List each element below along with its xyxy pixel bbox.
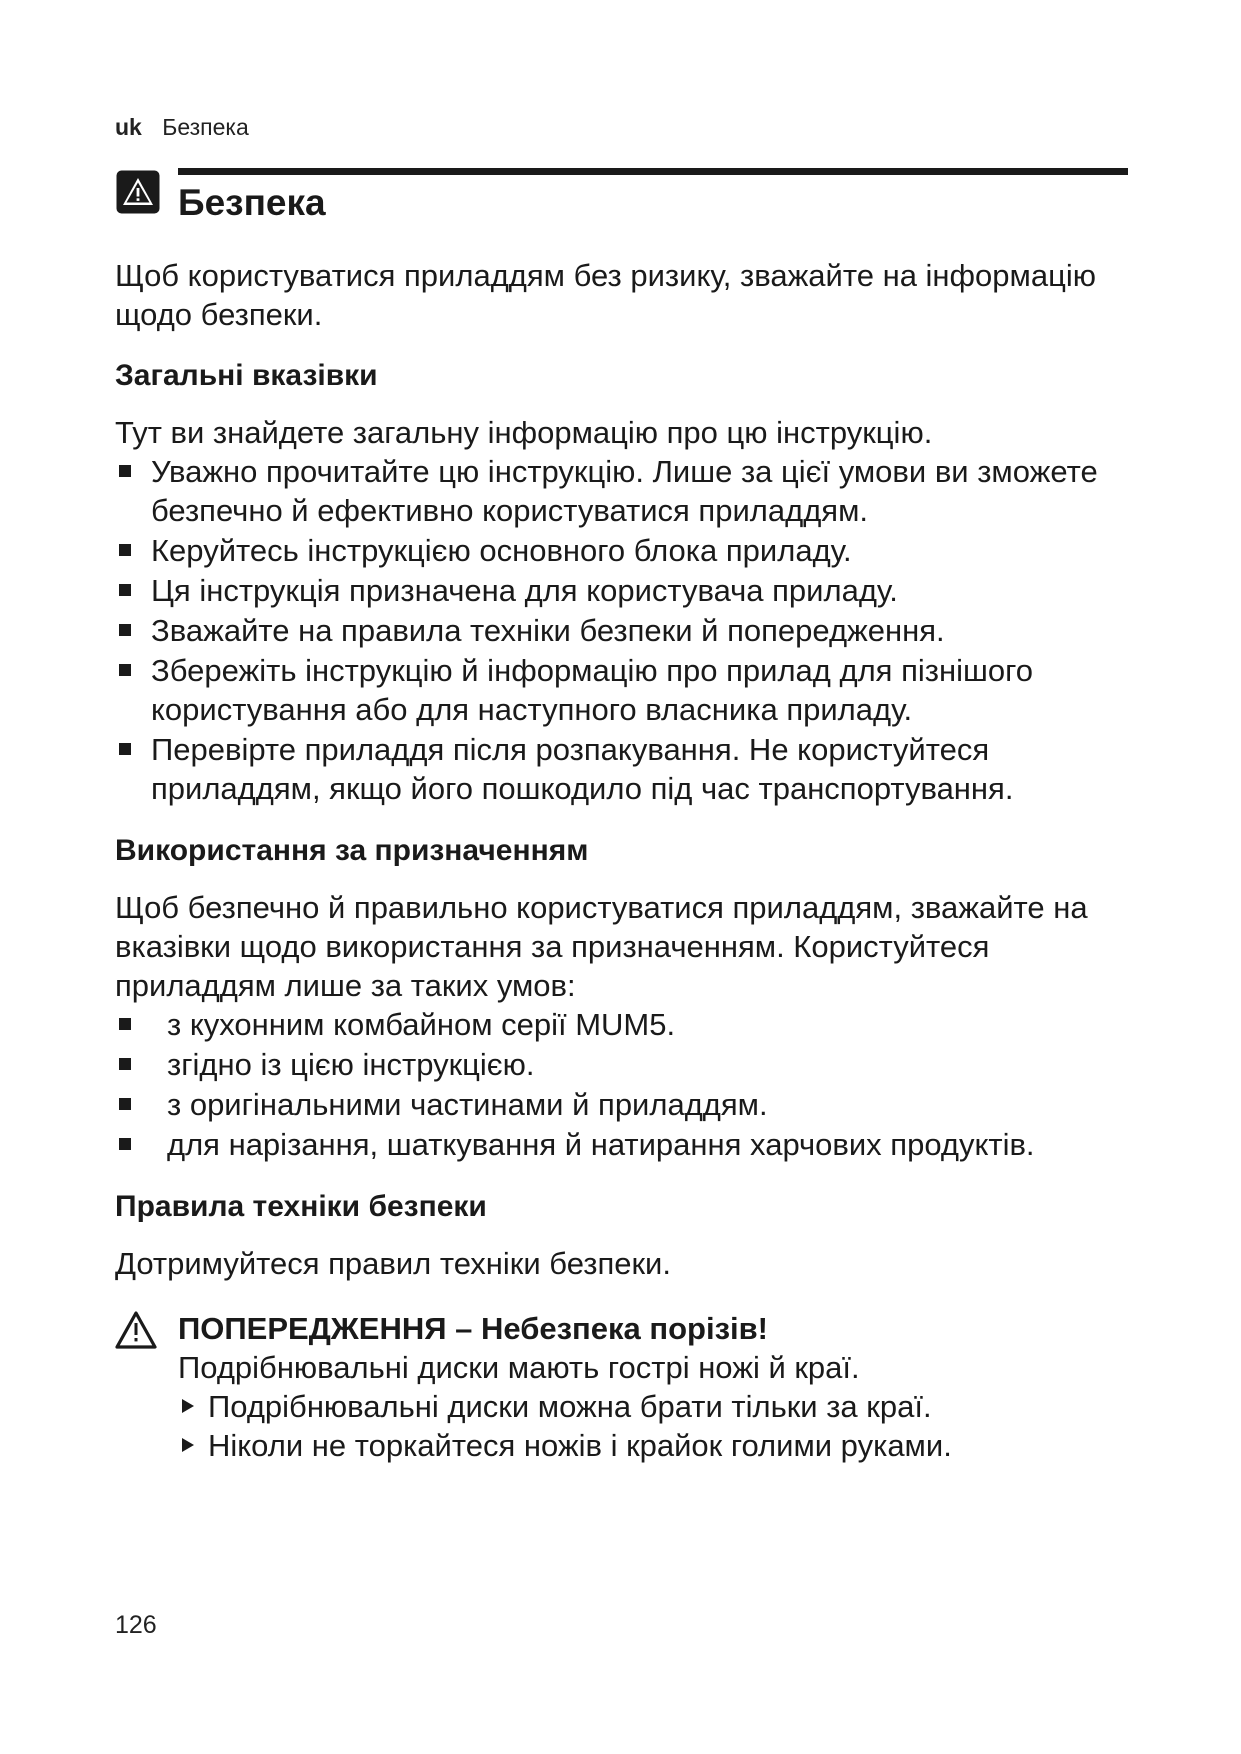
title-rule <box>178 168 1128 175</box>
warning-steps <box>178 1387 1155 1465</box>
safety-rules-heading: Правила техніки безпеки <box>115 1190 487 1223</box>
list-item: Ця інструкція призначена для користувача приладу. <box>115 571 1155 610</box>
list-item: Зважайте на правила техніки безпеки й попередження. <box>115 611 1155 650</box>
list-item: Перевірте приладдя після розпакування. Не користуйтеся приладдям, якщо його пошкодило під час транспортування. <box>115 730 1155 808</box>
list-item: Уважно прочитайте цю інструкцію. Лише за цієї умови ви зможете безпечно й ефективно користуватися приладдям. <box>115 452 1155 530</box>
bullet-icon <box>119 1058 131 1070</box>
warning-triangle-icon <box>115 1311 157 1349</box>
intended-use-heading: Використання за призначенням <box>115 834 589 867</box>
bullet-icon <box>119 544 131 556</box>
safety-rules-text: Дотримуйтеся правил техніки безпеки. <box>115 1246 671 1281</box>
language-code: uk <box>115 114 142 140</box>
running-header <box>115 114 249 141</box>
general-list <box>115 452 1155 808</box>
list-item: Керуйтесь інструкцією основного блока приладу. <box>115 531 1155 570</box>
general-text: Тут ви знайдете загальну інформацію про цю інструкцію. <box>115 415 933 450</box>
warning-box-icon <box>115 169 161 215</box>
intended-use-text: Щоб безпечно й правильно користуватися приладдям, зважайте на вказівки щодо використання за призначенням. Користуйтеся приладдям лише за таких умов: <box>115 890 1088 1003</box>
bullet-icon <box>119 1138 131 1150</box>
list-item: згідно із цією інструкцією. <box>115 1045 1155 1084</box>
arrow-icon <box>182 1399 194 1413</box>
content <box>115 256 1155 1465</box>
list-item: Збережіть інструкцію й інформацію про прилад для пізнішого користування або для наступного власника приладу. <box>115 651 1155 729</box>
bullet-icon <box>119 624 131 636</box>
page-title: Безпека <box>178 182 326 223</box>
warning-block <box>115 1309 1155 1465</box>
intro-text: Щоб користуватися приладдям без ризику, зважайте на інформацію щодо безпеки. <box>115 258 1096 332</box>
bullet-icon <box>119 743 131 755</box>
bullet-icon <box>119 1018 131 1030</box>
list-item: з оригінальними частинами й приладдям. <box>115 1085 1155 1124</box>
warning-title: ПОПЕРЕДЖЕННЯ – Небезпека порізів! <box>178 1311 768 1346</box>
warning-text: Подрібнювальні диски мають гострі ножі й краї. <box>178 1350 860 1385</box>
list-item: для нарізання, шаткування й натирання харчових продуктів. <box>115 1125 1155 1164</box>
list-item: Подрібнювальні диски можна брати тільки за краї. <box>178 1387 1155 1426</box>
header-section: Безпека <box>162 114 249 140</box>
bullet-icon <box>119 584 131 596</box>
list-item: з кухонним комбайном серії MUM5. <box>115 1005 1155 1044</box>
general-heading: Загальні вказівки <box>115 359 378 392</box>
bullet-icon <box>119 1098 131 1110</box>
intended-use-list <box>115 1005 1155 1164</box>
list-item: Ніколи не торкайтеся ножів і крайок голими руками. <box>178 1426 1155 1465</box>
page-number: 126 <box>115 1611 157 1639</box>
arrow-icon <box>182 1438 194 1452</box>
bullet-icon <box>119 465 131 477</box>
bullet-icon <box>119 664 131 676</box>
